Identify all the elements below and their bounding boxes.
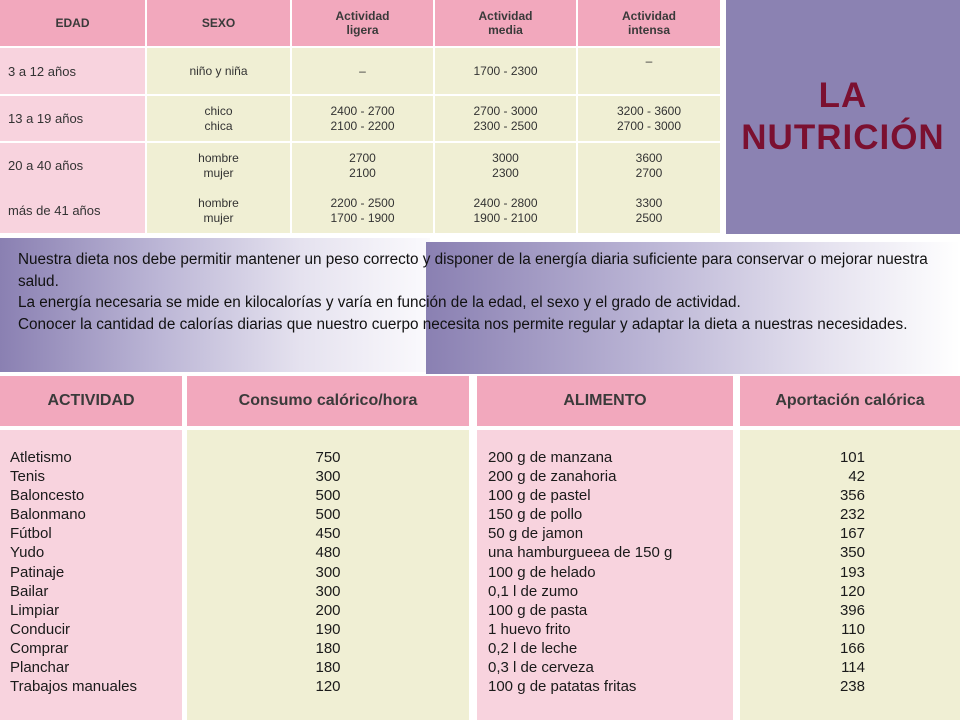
food-name: 1 huevo frito [488,620,571,638]
calorie-value: 42 [848,468,865,486]
title-line-1: LA [818,76,868,115]
consumption-value: 190 [315,620,341,638]
consumption-value: 300 [315,563,341,581]
header-actividad: ACTIVIDAD [0,376,182,426]
food-name: 0,1 l de zumo [488,582,579,600]
medium-activity-cell: 3000 2300 [435,143,576,188]
food-name: 100 g de pastel [488,487,591,505]
intense-activity-cell: – [578,48,720,94]
calorie-value: 166 [839,639,865,657]
light-activity-cell: 2200 - 2500 1700 - 1900 [292,188,433,233]
medium-activity-cell: 2700 - 3000 2300 - 2500 [435,96,576,141]
consumption-value: 120 [315,678,341,696]
consumption-value: 180 [315,639,341,657]
calorie-value: 350 [839,544,865,562]
intro-paragraph-3: Conocer la cantidad de calorías diarias que nuestro cuerpo necesita nos permite regular y adaptar la dieta a nuestras necesidades. [18,315,908,333]
header-edad: EDAD [0,0,145,46]
intro-paragraph-1: Nuestra dieta nos debe permitir mantener un peso correcto y disponer de la energía diaria suficiente para conservar o mejorar nuestra salud. [18,251,928,290]
activity-list [0,430,182,720]
activity-name: Yudo [10,544,45,562]
header-aportacion: Aportación calórica [740,376,960,426]
consumption-value: 480 [315,544,341,562]
activity-name: Tenis [10,468,46,486]
intense-activity-cell: 3200 - 3600 2700 - 3000 [578,96,720,141]
sex-cell: niño y niña [147,48,290,94]
consumption-value: 450 [315,525,341,543]
food-name: 0,3 l de cerveza [488,659,594,677]
consumption-value: 300 [315,582,341,600]
age-cell: 3 a 12 años [0,48,145,94]
calorie-value: 193 [839,563,865,581]
consumption-value: 500 [315,487,341,505]
calorie-value: 232 [839,506,865,524]
food-name: 0,2 l de leche [488,639,578,657]
intro-text [18,249,948,335]
intro-paragraph-2: La energía necesaria se mide en kilocalorías y varía en función de la edad, el sexo y el grado de actividad. [18,294,741,311]
consumption-value: 500 [315,506,341,524]
calorie-value: 396 [839,601,865,619]
medium-activity-cell: 1700 - 2300 [435,48,576,94]
calorie-value: 114 [841,659,865,677]
activity-name: Comprar [10,639,69,657]
header-actividad-ligera: Actividad ligera [292,0,433,46]
sex-cell: chico chica [147,96,290,141]
food-name: 50 g de jamon [488,525,584,543]
calorie-value: 110 [841,620,865,638]
activity-name: Patinaje [10,563,65,581]
title-panel [726,0,960,234]
consumption-value: 300 [315,468,341,486]
header-sexo: SEXO [147,0,290,46]
food-name: 100 g de helado [488,563,596,581]
activity-name: Baloncesto [10,487,85,505]
food-name: 200 g de zanahoria [488,468,617,486]
header-actividad-media: Actividad media [435,0,576,46]
activity-name: Planchar [10,659,70,677]
activity-name: Conducir [10,620,71,638]
food-name: 200 g de manzana [488,449,613,466]
consumption-value: 180 [315,659,341,677]
activity-name: Balonmano [10,506,86,524]
food-name: 150 g de pollo [488,506,583,524]
medium-activity-cell: 2400 - 2800 1900 - 2100 [435,188,576,233]
activity-name: Limpiar [10,601,60,619]
age-cell: 20 a 40 años [0,143,145,188]
food-name: una hamburgueea de 150 g [488,544,673,562]
page-title [726,75,960,159]
activity-name: Trabajos manuales [10,678,138,696]
sex-cell: hombre mujer [147,188,290,233]
light-activity-cell: 2700 2100 [292,143,433,188]
consumption-value: 200 [315,601,341,619]
age-cell: más de 41 años [0,188,145,233]
food-list [477,430,733,720]
calorie-list [740,430,960,720]
intense-activity-cell: 3300 2500 [578,188,720,233]
consumption-list [187,430,469,720]
age-activity-table [0,0,723,236]
header-consumo: Consumo calórico/hora [187,376,469,426]
activity-name: Atletismo [10,449,72,466]
intense-activity-cell: 3600 2700 [578,143,720,188]
activity-name: Fútbol [10,525,52,543]
age-cell: 13 a 19 años [0,96,145,141]
calorie-value: 356 [839,487,865,505]
calorie-value: 167 [839,525,865,543]
calorie-value: 101 [839,449,865,466]
header-actividad-intensa: Actividad intensa [578,0,720,46]
title-line-2: NUTRICIÓN [741,118,945,157]
sex-cell: hombre mujer [147,143,290,188]
calorie-value: 238 [839,678,865,696]
calorie-value: 120 [839,582,865,600]
food-name: 100 g de pasta [488,601,588,619]
light-activity-cell: 2400 - 2700 2100 - 2200 [292,96,433,141]
activity-name: Bailar [10,582,49,600]
light-activity-cell: – [292,48,433,94]
food-name: 100 g de patatas fritas [488,678,637,696]
header-alimento: ALIMENTO [477,376,733,426]
consumption-value: 750 [315,449,341,466]
